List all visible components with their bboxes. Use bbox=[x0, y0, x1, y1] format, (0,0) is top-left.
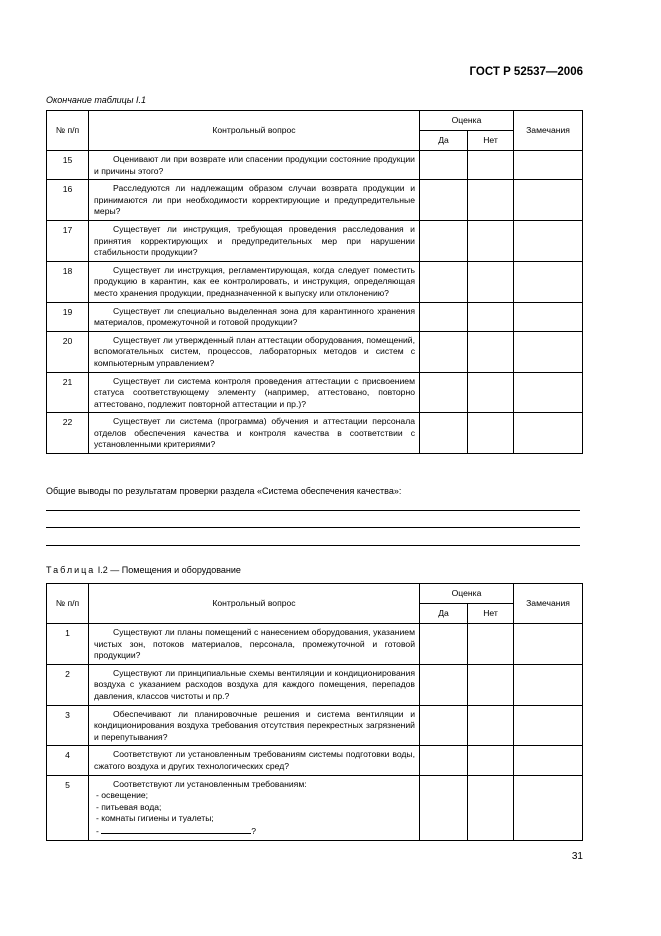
answer-yes-cell[interactable] bbox=[420, 624, 468, 665]
blank-line bbox=[101, 825, 251, 834]
table-row bbox=[47, 664, 583, 705]
header-num: № п/п bbox=[47, 584, 89, 624]
remarks-cell[interactable] bbox=[514, 775, 583, 840]
table-row bbox=[47, 413, 583, 454]
table-body bbox=[47, 151, 583, 454]
summary-line bbox=[46, 527, 580, 528]
answer-yes-cell[interactable] bbox=[420, 220, 468, 261]
question-text: Существует ли инструкция, требующая проведения расследования и принятия корректирующих и предупредительных мер при нарушении стабильности продукции? bbox=[94, 223, 415, 258]
caption-text: I.2 — Помещения и оборудование bbox=[95, 565, 241, 575]
table-body bbox=[47, 624, 583, 776]
answer-no-cell[interactable] bbox=[468, 775, 514, 840]
question-text: Существуют ли принципиальные схемы вентиляции и кондиционирования воздуха с указанием расходов воздуха для каждого помещения, перепадов давления, классов чистоты и пр.? bbox=[94, 667, 415, 701]
summary-line bbox=[46, 510, 580, 511]
question-text: Существует ли инструкция, регламентирующая, когда следует поместить продукцию в карантин, как ее контролировать, и инструкция, определяющая место хранения продукции, предназначенной к выпуску или отклонению? bbox=[94, 264, 415, 298]
table-row bbox=[47, 746, 583, 775]
table-row bbox=[47, 372, 583, 413]
row-number: 1 bbox=[47, 624, 89, 665]
answer-yes-cell[interactable] bbox=[420, 151, 468, 180]
document-id: ГОСТ Р 52537—2006 bbox=[469, 66, 583, 78]
table-row bbox=[47, 624, 583, 665]
question-text: Соответствуют ли установленным требованиям системы подготовки воды, сжатого воздуха и других технологических сред? bbox=[94, 749, 415, 771]
remarks-cell[interactable] bbox=[514, 705, 583, 746]
table-row bbox=[47, 151, 583, 180]
list-item bbox=[96, 825, 415, 838]
header-remarks: Замечания bbox=[514, 584, 583, 624]
table-row bbox=[47, 331, 583, 372]
header-yes: Да bbox=[420, 604, 468, 624]
row-question bbox=[89, 261, 420, 302]
row-number: 5 bbox=[47, 775, 89, 840]
table-row bbox=[47, 180, 583, 221]
list-item-suffix: ? bbox=[251, 825, 257, 836]
answer-yes-cell[interactable] bbox=[420, 302, 468, 331]
row-question bbox=[89, 180, 420, 221]
answer-yes-cell[interactable] bbox=[420, 261, 468, 302]
answer-yes-cell[interactable] bbox=[420, 413, 468, 454]
row-number: 4 bbox=[47, 746, 89, 775]
caption-prefix: Таблица bbox=[46, 565, 96, 575]
remarks-cell[interactable] bbox=[514, 180, 583, 221]
row-question bbox=[89, 331, 420, 372]
remarks-cell[interactable] bbox=[514, 220, 583, 261]
row-question bbox=[89, 372, 420, 413]
remarks-cell[interactable] bbox=[514, 302, 583, 331]
header-no: Нет bbox=[468, 604, 514, 624]
summary-heading: Общие выводы по результатам проверки раздела «Система обеспечения качества»: bbox=[46, 486, 402, 496]
row-number: 15 bbox=[47, 151, 89, 180]
remarks-cell[interactable] bbox=[514, 261, 583, 302]
row-question bbox=[89, 220, 420, 261]
header-yes: Да bbox=[420, 131, 468, 151]
remarks-cell[interactable] bbox=[514, 372, 583, 413]
question-text: Обеспечивают ли планировочные решения и система вентиляции и кондиционирования воздуха требования отсутствия перекрестных загрязнений и перепутывания? bbox=[94, 708, 415, 742]
table-row bbox=[47, 302, 583, 331]
answer-yes-cell[interactable] bbox=[420, 180, 468, 221]
answer-yes-cell[interactable] bbox=[420, 705, 468, 746]
answer-no-cell[interactable] bbox=[468, 331, 514, 372]
page-number: 31 bbox=[571, 851, 583, 862]
question-text: Расследуются ли надлежащим образом случаи возврата продукции и принимаются ли при необходимости корректирующие и предупредительные меры? bbox=[94, 183, 415, 217]
question-text: Существует ли специально выделенная зона для карантинного хранения материалов, промежуточной и готовой продукции? bbox=[94, 305, 415, 328]
answer-no-cell[interactable] bbox=[468, 746, 514, 775]
row-number: 20 bbox=[47, 331, 89, 372]
row-question bbox=[89, 664, 420, 705]
question-text: Существует ли утвержденный план аттестации оборудования, помещений, вспомогательных систем, процессов, лабораторных методов и систем с компьютерным управлением? bbox=[94, 334, 415, 368]
answer-yes-cell[interactable] bbox=[420, 664, 468, 705]
answer-yes-cell[interactable] bbox=[420, 331, 468, 372]
answer-no-cell[interactable] bbox=[468, 664, 514, 705]
row-number: 2 bbox=[47, 664, 89, 705]
list-item-prefix: - bbox=[96, 825, 102, 836]
list-item: - питьевая вода; bbox=[96, 801, 162, 812]
header-evaluation: Оценка bbox=[420, 584, 514, 604]
remarks-cell[interactable] bbox=[514, 746, 583, 775]
remarks-cell[interactable] bbox=[514, 331, 583, 372]
answer-no-cell[interactable] bbox=[468, 705, 514, 746]
checklist-table-1 bbox=[46, 110, 583, 454]
header-question: Контрольный вопрос bbox=[89, 111, 420, 151]
row-question bbox=[89, 624, 420, 665]
header-num: № п/п bbox=[47, 111, 89, 151]
row-number: 16 bbox=[47, 180, 89, 221]
row-question bbox=[89, 746, 420, 775]
answer-yes-cell[interactable] bbox=[420, 372, 468, 413]
list-item: - комнаты гигиены и туалеты; bbox=[96, 813, 214, 824]
row-number: 17 bbox=[47, 220, 89, 261]
checklist-table-2 bbox=[46, 583, 583, 841]
row-number: 19 bbox=[47, 302, 89, 331]
answer-no-cell[interactable] bbox=[468, 220, 514, 261]
row-number: 18 bbox=[47, 261, 89, 302]
answer-no-cell[interactable] bbox=[468, 302, 514, 331]
answer-no-cell[interactable] bbox=[468, 372, 514, 413]
row-question bbox=[89, 302, 420, 331]
header-remarks: Замечания bbox=[514, 111, 583, 151]
list-intro: Соответствуют ли установленным требованиям: bbox=[113, 778, 307, 789]
list-items bbox=[96, 790, 415, 825]
header-question: Контрольный вопрос bbox=[89, 584, 420, 624]
answer-no-cell[interactable] bbox=[468, 151, 514, 180]
summary-line bbox=[46, 545, 580, 546]
row-number: 22 bbox=[47, 413, 89, 454]
row-number: 3 bbox=[47, 705, 89, 746]
row-number: 21 bbox=[47, 372, 89, 413]
list-item: - освещение; bbox=[96, 790, 149, 801]
question-text: Существует ли система (программа) обучения и аттестации персонала отделов обеспечения качества и контроля качества в соответствии с установленными критериями? bbox=[94, 416, 415, 450]
row-question bbox=[89, 413, 420, 454]
remarks-cell[interactable] bbox=[514, 624, 583, 665]
remarks-cell[interactable] bbox=[514, 151, 583, 180]
question-text: Существуют ли планы помещений с нанесением оборудования, указанием чистых зон, потоков материалов, персонала, промежуточной и готовой продукции? bbox=[94, 627, 415, 661]
answer-no-cell[interactable] bbox=[468, 180, 514, 221]
table-row bbox=[47, 775, 583, 840]
row-question bbox=[89, 775, 420, 840]
requirements-list bbox=[94, 779, 415, 838]
row-question bbox=[89, 705, 420, 746]
table-row bbox=[47, 261, 583, 302]
answer-yes-cell[interactable] bbox=[420, 746, 468, 775]
answer-yes-cell[interactable] bbox=[420, 775, 468, 840]
answer-no-cell[interactable] bbox=[468, 624, 514, 665]
question-text: Оценивают ли при возврате или спасении продукции состояние продукции и причины этого? bbox=[94, 154, 415, 176]
answer-no-cell[interactable] bbox=[468, 413, 514, 454]
row-question bbox=[89, 151, 420, 180]
question-text: Существует ли система контроля проведения аттестации с присвоением статуса соответствующему элементу (например, аттестовано, повторно аттестовано, подлежит повторной аттестации и пр.)? bbox=[94, 375, 415, 409]
table-caption bbox=[46, 565, 241, 575]
header-no: Нет bbox=[468, 131, 514, 151]
table-row bbox=[47, 705, 583, 746]
remarks-cell[interactable] bbox=[514, 413, 583, 454]
table-caption: Окончание таблицы I.1 bbox=[46, 95, 146, 105]
answer-no-cell[interactable] bbox=[468, 261, 514, 302]
header-evaluation: Оценка bbox=[420, 111, 514, 131]
remarks-cell[interactable] bbox=[514, 664, 583, 705]
table-row bbox=[47, 220, 583, 261]
